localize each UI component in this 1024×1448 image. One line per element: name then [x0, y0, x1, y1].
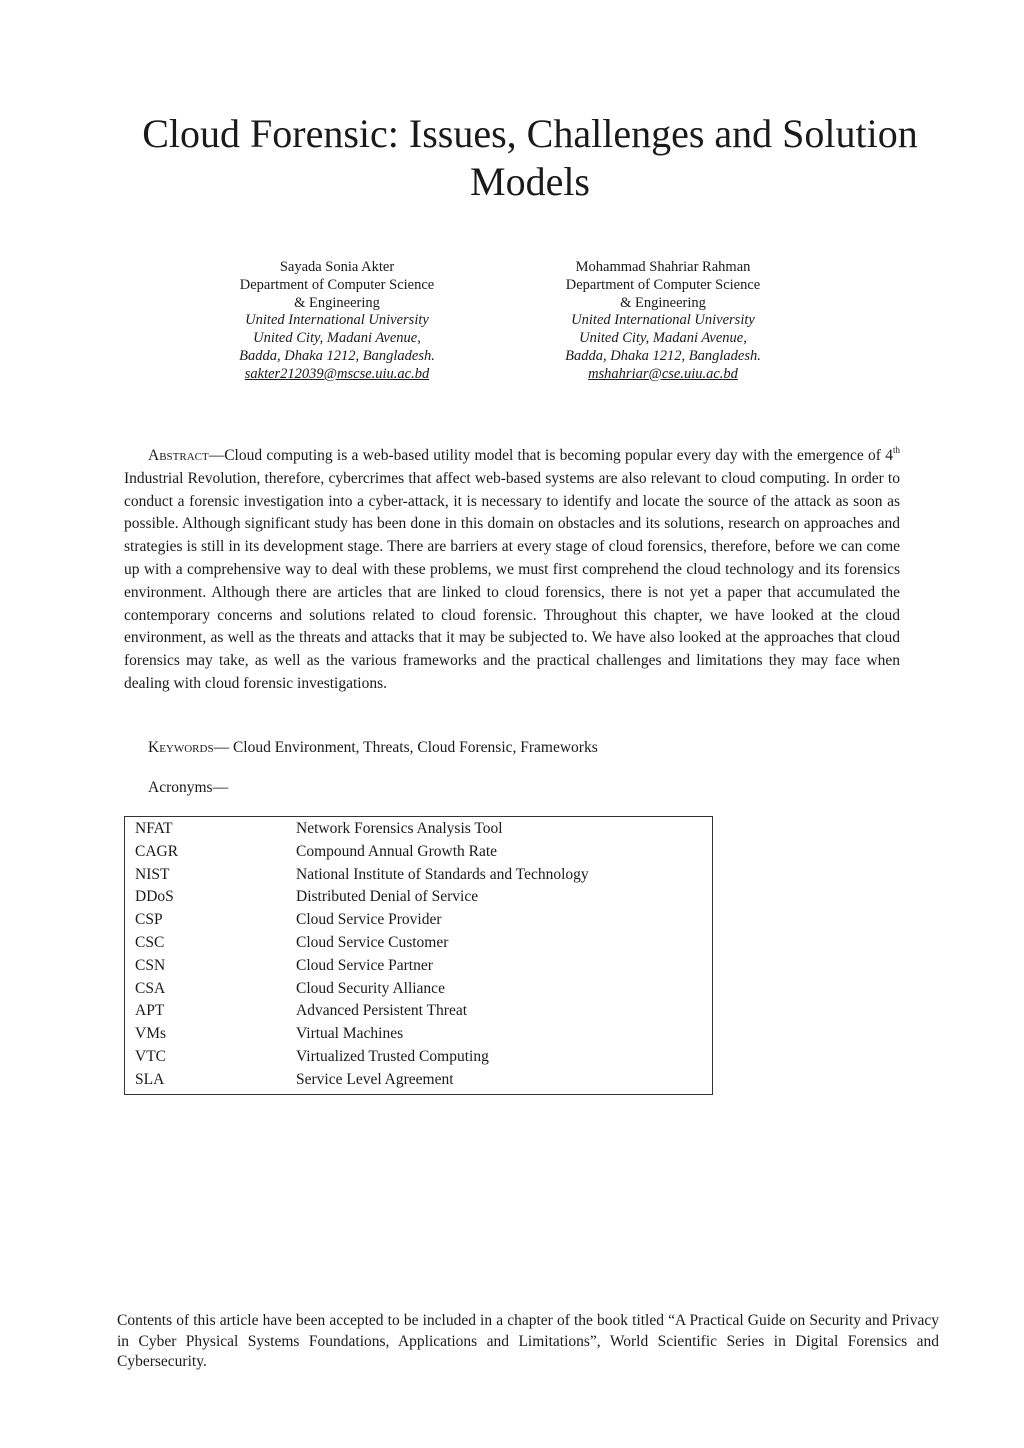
acronym-row — [125, 1023, 713, 1046]
acronyms-table — [124, 816, 713, 1095]
acronym-row — [125, 1069, 713, 1094]
acronym-expansion: Service Level Agreement — [296, 1070, 454, 1088]
acronym-expansion: Cloud Service Partner — [296, 956, 433, 974]
author-address-line-1: United City, Madani Avenue, — [253, 330, 421, 347]
acronym-abbreviation: CSC — [135, 933, 165, 951]
acronym-expansion: Virtual Machines — [296, 1025, 404, 1043]
paper-title-line-1: Cloud Forensic: Issues, Challenges and Solution — [142, 111, 918, 156]
author-email-link[interactable]: mshahriar@cse.uiu.ac.bd — [588, 365, 738, 382]
acronym-row — [125, 817, 713, 841]
acronym-abbreviation: SLA — [135, 1070, 165, 1088]
author-department: Department of Computer Science — [565, 276, 761, 293]
acronym-abbreviation: CSA — [135, 979, 166, 997]
acronym-row — [125, 955, 713, 978]
acronym-abbreviation: CSN — [135, 956, 166, 974]
acronym-row — [125, 841, 713, 864]
acronym-abbreviation: CAGR — [135, 842, 179, 860]
keywords-line — [148, 737, 598, 759]
acronym-row — [125, 1000, 713, 1023]
acronym-expansion: Virtualized Trusted Computing — [296, 1047, 489, 1065]
acronym-row — [125, 886, 713, 909]
acronym-abbreviation: APT — [135, 1002, 165, 1020]
paper-title-line-2: Models — [470, 159, 590, 204]
acronym-expansion: Cloud Security Alliance — [296, 979, 445, 997]
footnote: Contents of this article have been accepted to be included in a chapter of the book titled “A Practical Guide on Security and Privacy in Cyber Physical Systems Foundations, Applications and Limitations”, World Scientific Series in Digital Forensics and Cybersecurity. — [117, 1312, 939, 1370]
acronym-abbreviation: CSP — [135, 911, 163, 929]
keywords-text: Cloud Environment, Threats, Cloud Forensic, Frameworks — [229, 739, 598, 756]
ordinal-superscript: th — [892, 444, 900, 455]
abstract-text-rest: Industrial Revolution, therefore, cybercrimes that affect web-based systems are also relevant to cloud computing. In order to conduct a forensic investigation into a cyber-attack, it is necessary to identify and locate the source of the attack as soon as possible. Although significant study has been done in this domain on obstacles and its solutions, research on approaches and strategies is still in its development stage. There are barriers at every stage of cloud forensics, therefore, before we can come up with a comprehensive way to deal with these problems, we must first comprehend the cloud technology and its forensics environment. Although there are articles that are linked to cloud forensics, there is not yet a paper that accumulated the contemporary concerns and solutions related to cloud forensic. Throughout this chapter, we have looked at the cloud environment, as well as the threats and attacks that it may be subjected to. We have also looked at the approaches that cloud forensics may take, as well as the various frameworks and the practical challenges and limitations they may face when dealing with cloud forensic investigations. — [124, 469, 900, 692]
acronym-abbreviation: DDoS — [135, 888, 174, 906]
author-department-cont: & Engineering — [620, 294, 706, 311]
author-name: Mohammad Shahriar Rahman — [575, 259, 751, 275]
acronym-expansion: National Institute of Standards and Technology — [296, 865, 589, 883]
author-department-cont: & Engineering — [294, 294, 380, 311]
author-address-line-1: United City, Madani Avenue, — [579, 330, 747, 347]
acronym-abbreviation: VMs — [135, 1025, 167, 1043]
acronym-row — [125, 932, 713, 955]
keywords-label: Keywords — [148, 739, 214, 756]
acronym-abbreviation: NIST — [135, 865, 170, 883]
acronym-row — [125, 978, 713, 1001]
abstract-dash: — — [208, 447, 225, 464]
paper-title — [110, 110, 950, 206]
acronym-expansion: Network Forensics Analysis Tool — [296, 820, 503, 837]
acronym-expansion: Distributed Denial of Service — [296, 888, 479, 906]
author-university: United International University — [245, 312, 429, 329]
abstract-text-start: Cloud computing is a web-based utility model that is becoming popular every day with the emergence of 4 — [224, 447, 893, 464]
author-address-line-2: Badda, Dhaka 1212, Bangladesh. — [239, 347, 435, 364]
author-department: Department of Computer Science — [239, 276, 435, 293]
abstract-label: Abstract — [148, 447, 209, 464]
acronym-row — [125, 1046, 713, 1069]
acronym-expansion: Cloud Service Customer — [296, 933, 449, 951]
acronyms-table-body — [125, 817, 713, 1095]
author-block-2 — [523, 259, 803, 384]
acronym-abbreviation: NFAT — [135, 820, 173, 837]
keywords-dash: — — [213, 739, 230, 756]
acronym-expansion: Cloud Service Provider — [296, 911, 442, 929]
author-name: Sayada Sonia Akter — [279, 259, 395, 275]
author-block-1 — [197, 259, 477, 384]
author-email-link[interactable]: sakter212039@mscse.uiu.ac.bd — [244, 365, 430, 382]
acronym-row — [125, 864, 713, 887]
acronym-expansion: Advanced Persistent Threat — [296, 1002, 468, 1020]
author-university: United International University — [571, 312, 755, 329]
acronym-expansion: Compound Annual Growth Rate — [296, 842, 498, 860]
author-address-line-2: Badda, Dhaka 1212, Bangladesh. — [565, 347, 761, 364]
acronym-abbreviation: VTC — [135, 1047, 166, 1065]
abstract-paragraph — [124, 445, 900, 696]
acronym-row — [125, 909, 713, 932]
acronyms-label: Acronyms— — [148, 779, 229, 796]
